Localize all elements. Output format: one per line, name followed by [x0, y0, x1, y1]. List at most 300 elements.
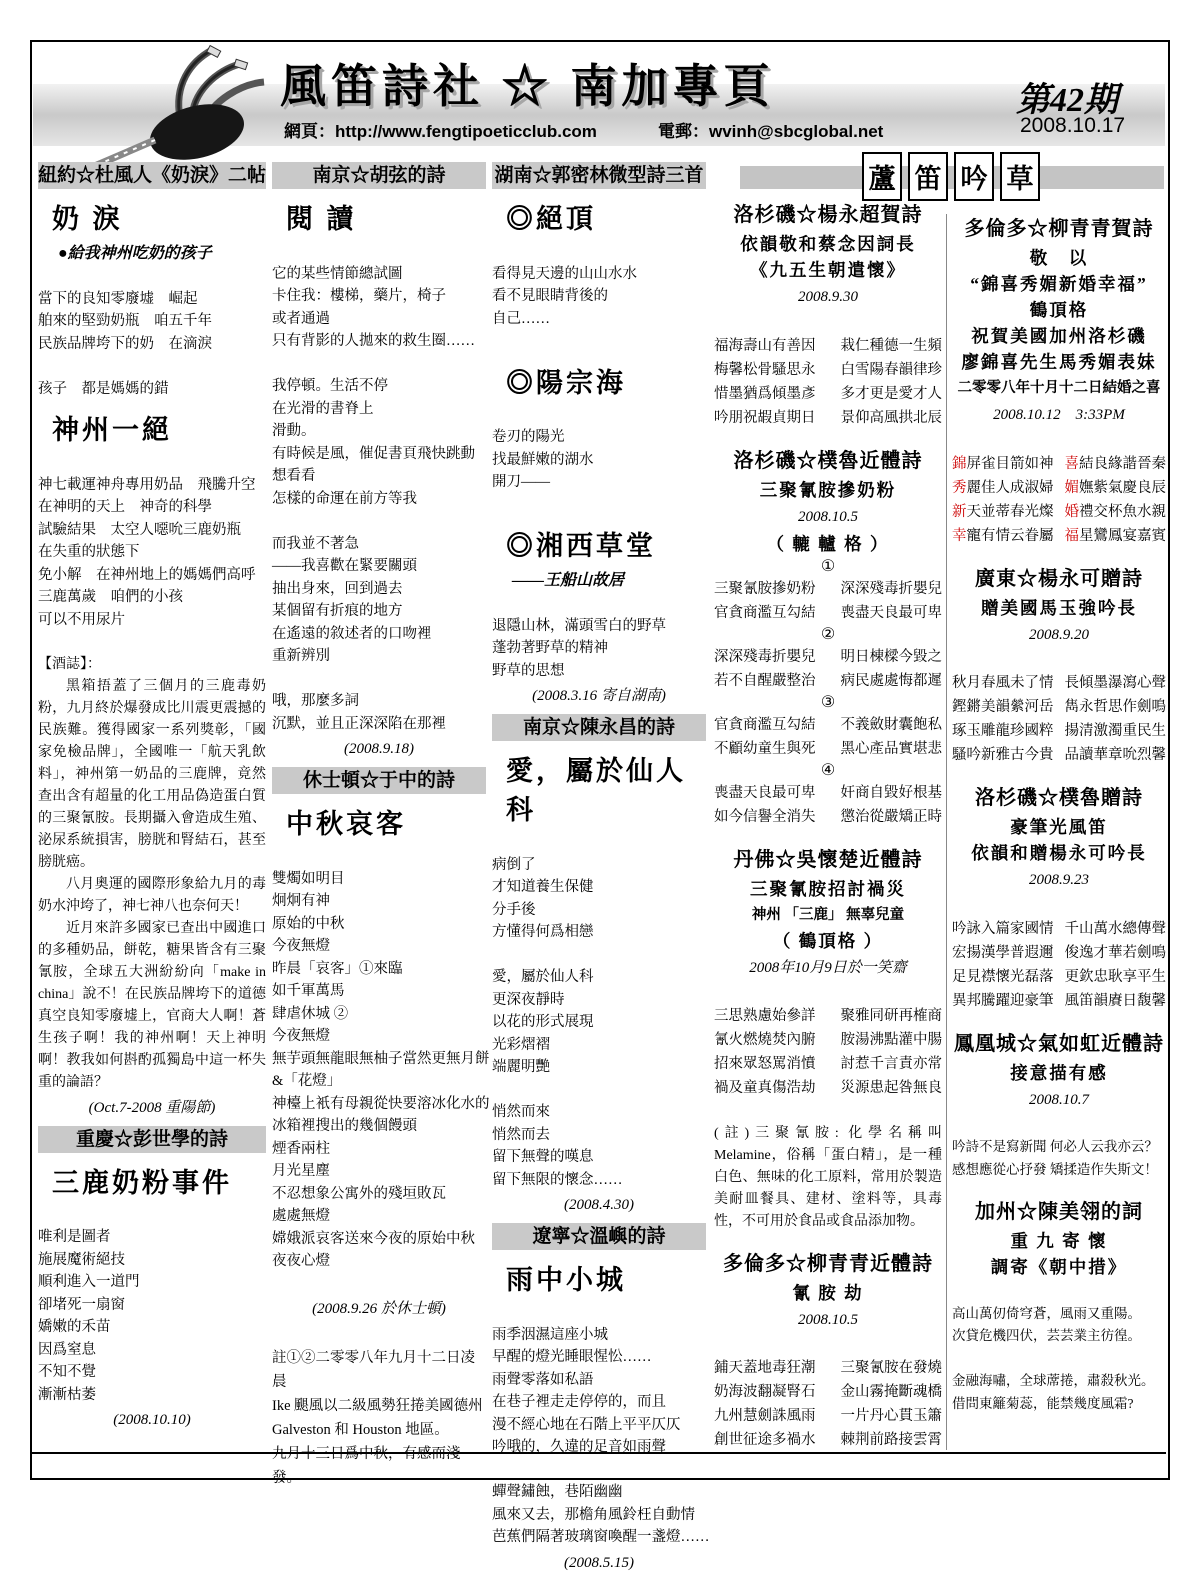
author-heading: 多倫多☆柳青青賀詩	[964, 218, 1154, 240]
poem-line: 借問東籬菊蕊，能禁幾度風霜?	[952, 1395, 1134, 1411]
couplet-half: 婚禮交杯魚水親	[1064, 503, 1166, 520]
poem-line	[272, 510, 486, 533]
column-2	[272, 162, 490, 1490]
couplet-half: 騷吟新雅古今貴	[952, 747, 1054, 763]
poem-line: 留下無限的懷念……	[492, 1171, 623, 1188]
poem-line: 退隱山林，滿頭雪白的野草	[492, 617, 666, 634]
poem-line: 施展魔術絕技	[38, 1251, 125, 1268]
couplet-half: 金山霧掩斷魂橋	[840, 1384, 942, 1400]
poem-line: 嬌嫩的禾苗	[38, 1319, 111, 1335]
poem-couplet	[952, 671, 1166, 695]
poem-line: ——我喜歡在緊要關頭	[272, 558, 417, 574]
poem-line: 重新辨別	[272, 648, 330, 664]
poem-line: 因爲窒息	[38, 1341, 96, 1358]
poem-line: 煙香兩柱	[272, 1140, 330, 1157]
poem-line: 風來又去，那檐角風鈴枉自動情	[492, 1506, 695, 1523]
poem-line: 蟬聲鏽蝕，巷陌幽幽	[492, 1484, 623, 1500]
prose-paragraph: 八月奧運的國際形象給九月的毒奶水沖垮了，神七神八也奈何天！	[38, 876, 266, 914]
poem-subheading: 敬 以	[1029, 248, 1089, 268]
poem-line: 我停頓。生活不停	[272, 378, 388, 394]
poem-couplet	[714, 577, 942, 601]
poem-couplet	[714, 358, 942, 382]
couplet-half: 三聚氰胺摻奶粉	[714, 580, 816, 597]
poem-couplet	[952, 452, 1166, 476]
author-heading: 廣東☆楊永可贈詩	[975, 567, 1143, 590]
box-character: 笛	[908, 152, 948, 201]
poem-line: 蓬勃著野草的精神	[492, 640, 608, 656]
date-line: 2008.10.5	[798, 1311, 858, 1328]
poem-line	[714, 1334, 942, 1357]
couplet-half: 新天並蒂春光燦	[952, 503, 1054, 520]
poem-line: 以花的形式展現	[492, 1014, 594, 1030]
poem-couplet	[714, 805, 942, 829]
poem-line: 雨季洇濕這座小城	[492, 1326, 608, 1343]
couplet-half: 吟朋祝嘏貞期日	[714, 409, 816, 426]
poem-line: 它的某些情節總試圖	[272, 265, 403, 282]
author-heading: 洛杉磯☆樸魯近體詩	[733, 449, 923, 472]
date-line: (2008.3.16 寄自湖南)	[532, 688, 666, 704]
poem-line: 在失重的狀態下	[38, 544, 140, 560]
date-line: 2008.10.12 3:33PM	[993, 407, 1125, 423]
couplet-half: 黑心產品實堪悲	[840, 740, 942, 757]
couplet-half: 九州慧劍誅風雨	[714, 1408, 816, 1424]
poem-subheading: 接意描有感	[1010, 1062, 1108, 1083]
couplet-half: 氰火燃燒焚內腑	[714, 1032, 816, 1048]
acrostic-character: 喜	[1064, 455, 1079, 472]
poem-line: 怎樣的命運在前方等我	[272, 490, 417, 507]
poem-line	[952, 894, 1166, 917]
poem-line: 感想應從心抒發 矯揉造作失斯文！	[952, 1161, 1158, 1177]
poem-line: &「花燈」	[272, 1073, 342, 1089]
author-heading: 洛杉磯☆楊永超賀詩	[733, 204, 923, 226]
date-line: 2008.10.7	[1029, 1091, 1089, 1108]
poem-line: 民族品牌垮下的奶 在滴淚	[38, 335, 212, 352]
poem-couplet	[952, 719, 1166, 743]
poem-line: 悄然而來	[492, 1104, 550, 1120]
couplet-half: 雋永哲思作劍鳴	[1064, 699, 1166, 715]
date-line: 2008年10月9日於一笑齋	[749, 959, 907, 976]
poem-line: 嫦娥派哀客送來今夜的原始中秋	[272, 1230, 475, 1247]
email-label: 電郵：wvinh@sbcglobal.net	[658, 122, 884, 141]
poem-title: 奶 淚	[52, 204, 123, 234]
poem-line: 而我並不著急	[272, 535, 359, 552]
poem-line: 漫不經心地在石階上平平仄仄	[492, 1416, 681, 1433]
poem-line	[492, 1301, 706, 1324]
couplet-half: 鋪天蓋地毒狂潮	[714, 1360, 816, 1376]
poem-subheading: 氰 胺 劫	[792, 1282, 864, 1303]
stanza-number: ③	[820, 693, 836, 711]
couplet-half: 琢玉雕龍珍國粹	[952, 723, 1054, 739]
poem-line: 無芋頭無龍眼無柚子當然更無月餅	[272, 1050, 490, 1067]
poem-line	[272, 845, 486, 868]
column-1	[38, 162, 266, 1434]
poem-line: 看不見眼睛背後的	[492, 288, 608, 304]
poem-title: 愛，屬於仙人科	[506, 756, 686, 825]
date-line: (2008.10.10)	[113, 1412, 191, 1428]
poem-line: 早醒的燈光睡眼惺忪……	[492, 1349, 652, 1365]
issue-date: 2008.10.17	[1020, 114, 1126, 137]
poem-line: 炯炯有神	[272, 893, 330, 909]
poem-line: 免小解 在神州地上的媽媽們高呼	[38, 566, 256, 583]
poem-line	[714, 982, 942, 1005]
poem-title: ◎湘西草堂	[506, 531, 656, 561]
couplet-half: 福星鸞鳳宴嘉賓	[1064, 527, 1166, 544]
poem-subheading: 祝賀美國加州洛杉磯	[971, 326, 1147, 346]
couplet-half: 喜結良緣諧晉秦	[1064, 455, 1166, 472]
poem-title: 閱 讀	[286, 204, 357, 234]
couplet-half: 風笛韻賡日馥馨	[1064, 992, 1166, 1009]
poem-couplet	[714, 1076, 942, 1100]
couplet-half: 討惹千言責亦常	[840, 1056, 942, 1072]
poem-couplet	[952, 989, 1166, 1013]
couplet-half: 景仰高風拱北辰	[840, 409, 942, 426]
stanza-number: ④	[820, 761, 836, 779]
couplet-half: 宏揚漢學普遐邇	[952, 944, 1054, 961]
poem-subheading: 廖錦喜先生馬秀媚表妹	[961, 352, 1157, 372]
poem-couplet	[714, 601, 942, 625]
couplet-half: 梅馨松骨騷思永	[714, 361, 816, 378]
poem-line	[492, 404, 706, 427]
poem-line	[38, 265, 266, 288]
poem-line	[272, 668, 486, 691]
stanza-number: ②	[820, 625, 836, 643]
date-line: (2008.9.26 於休士頓)	[312, 1301, 446, 1317]
issue-number: 第42期	[1016, 82, 1118, 119]
couplet-half: 福海壽山有善因	[714, 337, 816, 354]
acrostic-character: 福	[1064, 527, 1079, 544]
author-heading: 加州☆陳美翎的詞	[975, 1201, 1143, 1223]
poem-line	[272, 1273, 486, 1296]
couplet-half: 喪盡天良最可卑	[714, 784, 816, 801]
poem-title: 雨中小城	[506, 1265, 626, 1295]
page-title: 風笛詩社 ☆ 南加專頁	[280, 60, 775, 112]
poem-subheading: 三聚氰胺摻奶粉	[759, 479, 897, 500]
poem-line: 順利進入一道門	[38, 1274, 140, 1290]
poem-couplet	[952, 743, 1166, 767]
couplet-half: 異邦騰躍迎豪筆	[952, 992, 1054, 1009]
prose-paragraph: 【酒誌】：	[38, 656, 101, 672]
poem-line: 不忍想象公寓外的殘垣敗瓦	[272, 1185, 446, 1202]
poem-line: 在巷子裡走走停停的，而且	[492, 1394, 666, 1410]
poem-line	[492, 494, 706, 517]
section-header: 南京☆陳永昌的詩	[492, 714, 706, 741]
bagpipe-logo-image	[62, 40, 287, 162]
poem-line: 開刀——	[492, 474, 550, 490]
poem-line	[272, 353, 486, 376]
couplet-half: 禍及童真傷浩劫	[714, 1080, 816, 1096]
poem-line: 冰箱裡搜出的幾個饅頭	[272, 1118, 417, 1134]
poem-couplet	[714, 1028, 942, 1052]
date-line: (2008.4.30)	[564, 1197, 634, 1213]
poem-line: 可以不用尿片	[38, 611, 125, 628]
poem-couplet	[952, 917, 1166, 941]
poem-couplet	[714, 1428, 942, 1452]
prose-paragraph: (註)三聚氰胺: 化學名稱叫 Melamine，俗稱「蛋白精」，是一種白色、無味的化工原料，常用於製造美耐皿餐具、建材、塗料等，具毒性，不可用於食品或食品添加物。	[714, 1125, 942, 1229]
poem-line: 找最鮮嫩的湖水	[492, 451, 594, 468]
couplet-half: 災源患起咎無良	[840, 1080, 942, 1096]
poem-line	[492, 944, 706, 967]
poem-line: 試驗結果 太空人噁吮三鹿奶瓶	[38, 521, 241, 538]
poem-couplet	[714, 382, 942, 406]
poem-subheading: 《九五生朝遣懷》	[750, 260, 906, 280]
poem-line: 在神明的天上 神奇的科學	[38, 499, 212, 515]
website-label: 網頁：http://www.fengtipoeticclub.com	[284, 122, 597, 141]
poem-line: 卻堵死一扇窗	[38, 1296, 125, 1313]
acrostic-character: 幸	[952, 527, 967, 544]
poem-line: 看得見天邊的山山水水	[492, 265, 637, 282]
couplet-half: 不顧幼童生與死	[714, 740, 816, 757]
poem-title: ◎絕頂	[506, 204, 596, 234]
note-line: 九月十三日爲中秋，有感而淺發。	[272, 1445, 461, 1486]
couplet-half: 一片丹心貫玉簫	[840, 1408, 942, 1424]
poem-title: 中秋哀客	[286, 809, 406, 839]
poem-line	[952, 429, 1166, 452]
couplet-half: 揚清激濁重民生	[1064, 723, 1166, 739]
column-divider	[946, 214, 947, 1450]
couplet-half: 吟詠入篇家國情	[952, 920, 1054, 937]
poem-title: ◎陽宗海	[506, 367, 626, 398]
couplet-half: 千山萬水總傳聲	[1064, 920, 1166, 937]
poem-line: 昨晨「哀客」①來臨	[272, 960, 403, 977]
poem-couplet	[714, 1404, 942, 1428]
poem-line	[492, 330, 706, 353]
poem-line: 芭蕉們隔著玻璃窗喚醒一盞燈……	[492, 1529, 710, 1545]
couplet-half: 官貪商濫互勾結	[714, 716, 816, 733]
poem-line: 夜夜心燈	[272, 1253, 330, 1269]
poem-subheading: 鶴頂格	[1029, 300, 1089, 320]
acrostic-character: 新	[952, 503, 967, 520]
poem-line: 只有背影的人拋來的救生圈……	[272, 333, 475, 349]
poem-line: 次貸危機四伏，芸芸業主彷徨。	[952, 1328, 1141, 1343]
couplet-half: 白雪陽春韻律珍	[840, 361, 942, 378]
couplet-half: 奸商自毀好根基	[840, 784, 942, 801]
poem-couplet	[714, 1356, 942, 1380]
poem-line: 才知道養生保健	[492, 879, 594, 895]
column-5	[952, 212, 1166, 1415]
poem-line: 處處無燈	[272, 1208, 330, 1224]
poem-line: 方懂得何爲相戀	[492, 924, 594, 940]
poem-line	[714, 311, 942, 334]
couplet-half: 足見襟懷光磊落	[952, 968, 1054, 985]
box-character: 吟	[954, 152, 994, 201]
poem-line: 肆虐休城 ②	[272, 1005, 349, 1022]
poem-subheading: （ 轆 轤 格 ）	[766, 533, 890, 554]
poem-line: 神七載運神舟專用奶品 飛騰升空	[38, 476, 256, 493]
poem-couplet	[714, 781, 942, 805]
poem-line	[38, 631, 266, 654]
acrostic-character: 錦	[952, 455, 967, 472]
poem-subheading: “錦喜秀媚新婚幸福”	[970, 274, 1148, 294]
poem-line: 不知不覺	[38, 1364, 96, 1380]
poem-line: 病倒了	[492, 856, 536, 873]
poem-subtitle: ●給我神州吃奶的孩子	[58, 245, 212, 262]
couplet-half: 若不自醒嚴整治	[714, 672, 816, 689]
couplet-half: 胺湯沸點灌中腸	[840, 1032, 942, 1048]
couplet-half: 品讀華章吮烈馨	[1064, 747, 1166, 763]
poem-subheading: 重 九 寄 懷	[1010, 1231, 1108, 1251]
poem-line	[952, 1348, 1166, 1371]
poem-couplet	[714, 334, 942, 358]
box-character: 草	[1000, 152, 1040, 201]
poem-line	[492, 592, 706, 615]
section-header: 湖南☆郭密林微型詩三首	[492, 162, 706, 189]
couplet-half: 不義斂財囊飽私	[840, 716, 942, 733]
section-header: 遼寧☆溫嶼的詩	[492, 1223, 706, 1250]
box-character: 蘆	[862, 152, 902, 201]
poem-line: 雙燭如明目	[272, 870, 345, 887]
poem-line: 悄然而去	[492, 1126, 550, 1143]
poem-title: 三鹿奶粉事件	[52, 1167, 232, 1198]
couplet-half: 媚嫵紫氣慶良辰	[1064, 479, 1166, 496]
note-line: Galveston 和 Houston 地區。	[272, 1421, 449, 1438]
poem-line: 抽出身來，回到過去	[272, 580, 403, 597]
poem-line: 某個留有折痕的地方	[272, 603, 403, 619]
section-header: 南京☆胡弦的詩	[272, 162, 486, 189]
date-line: 2008.10.5	[798, 508, 858, 525]
masthead-box-title	[862, 152, 1040, 201]
poem-line	[38, 1204, 266, 1227]
poem-line: 在遙遠的敘述者的口吻裡	[272, 625, 432, 642]
poem-line: 在光滑的書脊上	[272, 400, 374, 417]
poem-line	[492, 240, 706, 263]
couplet-half: 幸寵有情云眷屬	[952, 527, 1054, 544]
couplet-half: 招來眾怒罵消憤	[714, 1056, 816, 1072]
couplet-half: 俊逸才華若劍鳴	[1064, 944, 1166, 961]
poem-couplet	[714, 645, 942, 669]
poem-line: 舶來的堅勁奶瓶 咱五千年	[38, 313, 212, 329]
poem-subheading: 依韻和贈楊永可吟長	[971, 843, 1147, 863]
poem-subheading: 豪筆光風笛	[1010, 817, 1108, 837]
prose-paragraph: 近月來許多國家已查出中國進口的多種奶品，餅乾，糖果皆含有三聚氰胺，全球五大洲紛紛向「make in china」說不！在民族品牌垮下的道德真空良知零廢墟上，官商大人啊！蒼生孩子啊！我的神州啊！天上神明啊！教我如何斟酌孤獨島中這一杯失重的論語？	[38, 920, 266, 1090]
date-line: (2008.9.18)	[344, 741, 414, 757]
poem-line: 光彩熠褶	[492, 1036, 550, 1053]
poem-line	[492, 831, 706, 854]
date-line: 2008.9.30	[798, 289, 858, 305]
poem-line: 原始的中秋	[272, 915, 345, 932]
couplet-half: 多才更是愛才人	[840, 385, 942, 402]
couplet-half: 明日棟樑今毀之	[840, 648, 942, 665]
poem-line	[38, 451, 266, 474]
poem-line: 今夜無燈	[272, 938, 330, 954]
poem-couplet	[714, 1380, 942, 1404]
poem-subheading: 依韻敬和蔡念因詞長	[740, 234, 916, 254]
author-heading: 洛杉磯☆樸魯贈詩	[975, 787, 1143, 809]
couplet-half: 秋月春風未了情	[952, 675, 1054, 691]
poem-line: 漸漸枯萎	[38, 1386, 96, 1403]
couplet-half: 三聚氰胺在發燒	[840, 1360, 942, 1376]
poem-line	[38, 355, 266, 378]
acrostic-character: 秀	[952, 479, 967, 496]
poem-subheading: 三聚氰胺招討禍災	[750, 878, 906, 899]
poem-line: 高山萬仞倚穹蒼，風雨又重陽。	[952, 1305, 1141, 1321]
column-4	[714, 198, 942, 1452]
poem-line: 端麗明艷	[492, 1059, 550, 1075]
poem-line: 雨聲零落如私語	[492, 1371, 594, 1388]
poem-line: 沉默，並且正深深陷在那裡	[272, 715, 446, 732]
section-header: 休士頓☆于中的詩	[272, 767, 486, 794]
poem-line: 或者通過	[272, 310, 330, 327]
couplet-half: 如今信譽全消失	[714, 808, 816, 825]
poem-line	[492, 1459, 706, 1482]
poem-line	[714, 1100, 942, 1123]
couplet-half: 官貪商濫互勾結	[714, 604, 816, 621]
poem-line: 更深夜靜時	[492, 991, 565, 1008]
couplet-half: 棘荆前路接雲霄	[840, 1432, 942, 1448]
poem-line: 愛，屬於仙人科	[492, 969, 594, 985]
poem-couplet	[714, 669, 942, 693]
date-line: 2008.9.23	[1029, 872, 1089, 888]
couplet-half: 更欽忠耿享平生	[1064, 968, 1166, 985]
poem-line	[952, 649, 1166, 672]
poem-line	[952, 1114, 1166, 1137]
poem-line: 卷刃的陽光	[492, 429, 565, 445]
note-line: Ike 颶風以二級風勢狂捲美國德州	[272, 1397, 483, 1414]
poem-couplet	[952, 524, 1166, 548]
couplet-half: 惜墨猶爲傾墨彥	[714, 385, 816, 402]
poem-line: 自己……	[492, 310, 550, 327]
poem-subheading: 神州 「三鹿」 無辜兒童	[751, 906, 905, 923]
poem-line	[952, 1280, 1166, 1303]
date-line: 2008.9.20	[1029, 626, 1089, 643]
poem-line: 滑動。	[272, 423, 316, 439]
author-heading: 多倫多☆柳青青近體詩	[723, 1252, 933, 1275]
poem-couplet	[714, 713, 942, 737]
poem-line: 金融海嘯，全球蓆捲，肅殺秋光。	[952, 1373, 1155, 1388]
couplet-half: 奶海波翻凝腎石	[714, 1384, 816, 1400]
poem-line	[272, 1323, 486, 1346]
poem-couplet	[952, 941, 1166, 965]
couplet-half: 栽仁種德一生頻	[840, 337, 942, 354]
date-line: (Oct.7-2008 重陽節)	[88, 1099, 216, 1116]
note-line: 註①②二零零八年九月十二日凌晨	[272, 1349, 475, 1390]
poem-line: 哦，那麼多詞	[272, 693, 359, 709]
poem-subheading: 贈美國馬玉強吟長	[981, 597, 1137, 618]
poem-couplet	[714, 1004, 942, 1028]
poem-couplet	[714, 1052, 942, 1076]
couplet-half: 創世征途多禍水	[714, 1432, 816, 1448]
poem-subheading: 二零零八年十月十二日結婚之喜	[957, 380, 1161, 396]
poem-subtitle: ——王船山故居	[512, 572, 625, 589]
poem-line	[492, 1079, 706, 1102]
acrostic-character: 婚	[1064, 503, 1079, 520]
poem-line: 留下無聲的嘆息	[492, 1149, 594, 1165]
poem-line: 如千軍萬馬	[272, 983, 345, 999]
poem-couplet	[952, 695, 1166, 719]
poem-line: 有時候是風，催促書頁飛快跳動	[272, 445, 475, 462]
author-heading: 丹佛☆吳懷楚近體詩	[733, 848, 923, 871]
couplet-half: 錦屏雀目箭如神	[952, 455, 1054, 472]
couplet-half: 深深殘毒折嬰兒	[714, 648, 816, 665]
couplet-half: 深深殘毒折嬰兒	[840, 580, 942, 597]
section-header: 重慶☆彭世學的詩	[38, 1126, 266, 1153]
couplet-half: 懲治從嚴矯正時	[840, 808, 942, 825]
couplet-half: 喪盡天良最可卑	[840, 604, 942, 621]
poem-line: 孩子 都是媽媽的錯	[38, 380, 169, 397]
poem-couplet	[952, 965, 1166, 989]
poem-couplet	[952, 476, 1166, 500]
date-line: (2008.5.15)	[564, 1554, 634, 1571]
poem-line: 月光星塵	[272, 1163, 330, 1179]
couplet-half: 聚雅同研再榷商	[840, 1008, 942, 1024]
poem-line: 神檯上衹有母親從快要溶冰化水的	[272, 1095, 490, 1112]
column-3	[492, 162, 710, 1577]
poem-line: 吟詩不是寫新聞 何必人云我亦云？	[952, 1139, 1158, 1154]
couplet-half: 病民處處悔都遲	[840, 672, 942, 689]
poem-couplet	[714, 737, 942, 761]
acrostic-character: 媚	[1064, 479, 1079, 496]
stanza-number: ①	[820, 557, 836, 575]
poem-line: 當下的良知零廢墟 崛起	[38, 290, 198, 307]
